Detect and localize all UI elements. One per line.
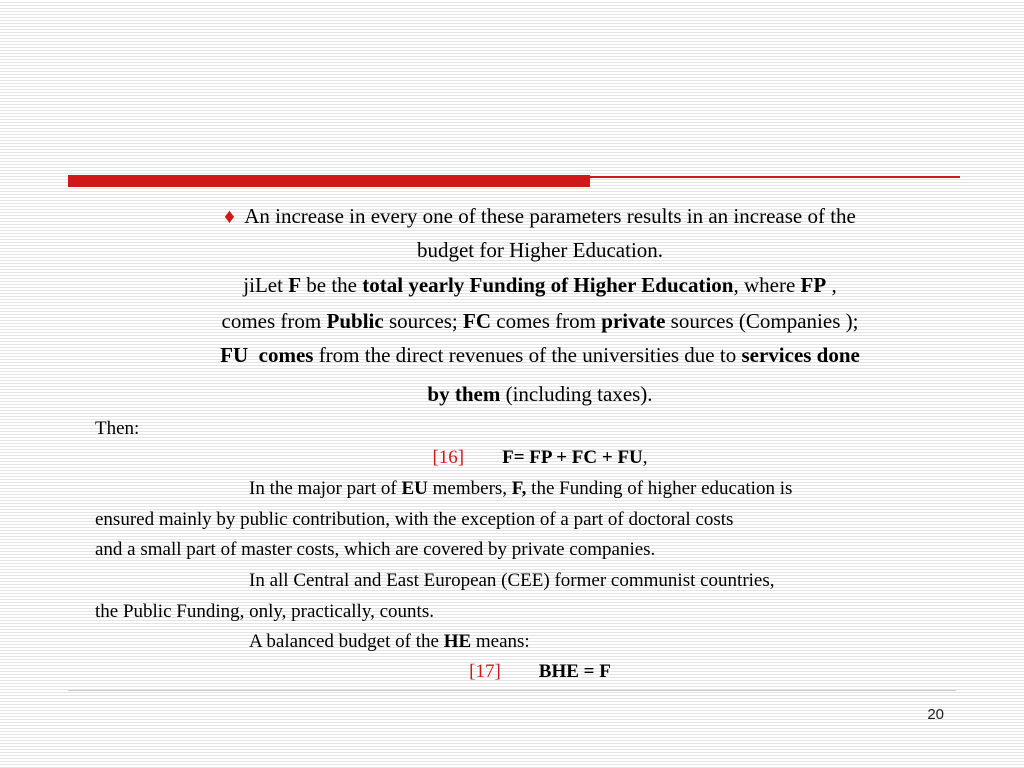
text: , bbox=[826, 273, 837, 297]
bold-term: Public bbox=[326, 309, 384, 333]
bold-term: total yearly Funding of Higher Education bbox=[362, 273, 734, 297]
symbol-FP: FP bbox=[800, 273, 827, 297]
page-number: 20 bbox=[927, 706, 944, 723]
text: An increase in every one of these parameters results in an increase of the bbox=[244, 204, 856, 228]
text: be the bbox=[301, 273, 363, 297]
bullet-line-1 bbox=[95, 204, 985, 229]
text: sources (Companies ); bbox=[665, 309, 859, 333]
text: from the direct revenues of the universities due to bbox=[313, 343, 742, 367]
text: budget for Higher Education. bbox=[416, 238, 664, 262]
text: jiLet bbox=[243, 273, 289, 297]
then-label bbox=[95, 418, 139, 440]
paragraph-3 bbox=[249, 631, 530, 653]
equation-formula: F= FP + FC + FU bbox=[502, 447, 643, 468]
symbol-F: F bbox=[288, 273, 302, 297]
text: , where bbox=[733, 273, 801, 297]
text: means: bbox=[471, 631, 530, 652]
symbol-FC: FC bbox=[463, 309, 492, 333]
text: In all Central and East European (CEE) former communist countries, bbox=[249, 570, 775, 591]
equation-formula: BHE = F bbox=[538, 661, 611, 682]
symbol-FU: FU bbox=[220, 343, 249, 367]
text: Then: bbox=[95, 418, 140, 439]
bold-term: HE bbox=[443, 631, 472, 652]
text: and a small part of master costs, which are covered by private companies. bbox=[95, 539, 656, 560]
paragraph-2-line-2 bbox=[95, 601, 434, 623]
text: (including taxes). bbox=[500, 382, 653, 406]
paragraph-1-line-1 bbox=[249, 478, 792, 500]
paragraph-2-line-1 bbox=[249, 570, 775, 592]
text: comes from bbox=[221, 309, 327, 333]
definition-line-3 bbox=[95, 343, 985, 368]
bold-term: private bbox=[601, 309, 666, 333]
text: , bbox=[642, 447, 648, 468]
definition-line-4 bbox=[95, 382, 985, 407]
definition-line-2 bbox=[95, 309, 985, 334]
bold-term: EU bbox=[401, 478, 428, 499]
bullet-line-2 bbox=[95, 238, 985, 263]
bold-term: by them bbox=[427, 382, 501, 406]
symbol-F: F, bbox=[511, 478, 527, 499]
bold-term: comes bbox=[258, 343, 314, 367]
text: A balanced budget of the bbox=[249, 631, 444, 652]
diamond-bullet-icon: ♦ bbox=[224, 204, 235, 228]
text: the Public Funding, only, practically, counts. bbox=[95, 601, 434, 622]
equation-16 bbox=[95, 447, 985, 469]
equation-ref: [17] bbox=[469, 661, 501, 682]
text: members, bbox=[427, 478, 512, 499]
footer-rule bbox=[68, 690, 956, 691]
text: ensured mainly by public contribution, with the exception of a part of doctoral costs bbox=[95, 509, 734, 530]
equation-17 bbox=[95, 661, 985, 683]
bold-term: services done bbox=[741, 343, 860, 367]
text: In the major part of bbox=[249, 478, 402, 499]
definition-line-1 bbox=[95, 273, 985, 298]
text: comes from bbox=[491, 309, 602, 333]
text: the Funding of higher education is bbox=[526, 478, 793, 499]
paragraph-1-line-2 bbox=[95, 509, 733, 531]
equation-ref: [16] bbox=[432, 447, 465, 468]
text: sources; bbox=[383, 309, 464, 333]
paragraph-1-line-3 bbox=[95, 539, 655, 561]
